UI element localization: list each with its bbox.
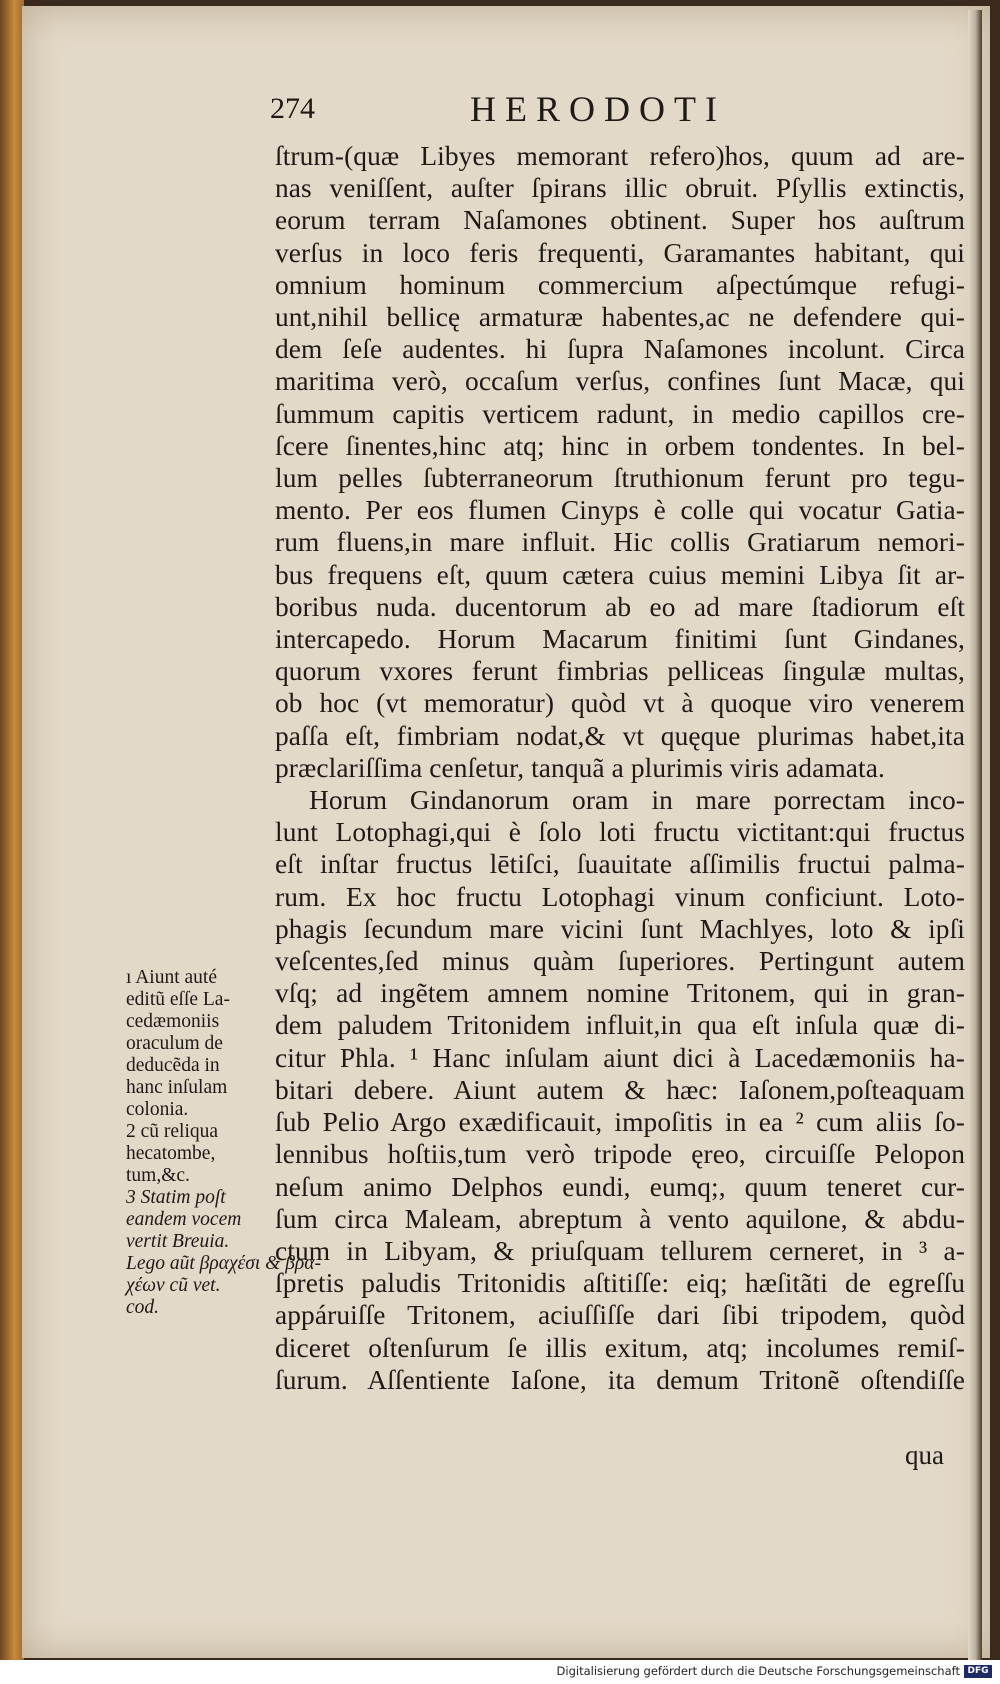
text-line: dem ſeſe audentes. hi ſupra Naſamones incolunt. Circa <box>275 334 965 365</box>
text-line: eſt inſtar fructus lētiſci, ſuauitate aſſimilis fructui palma- <box>275 849 965 880</box>
text-line: rum fluens,in mare influit. Hic collis Gratiarum nemori- <box>275 527 965 558</box>
margin-note-line: tum,&c. <box>126 1165 190 1186</box>
text-line: lennibus hoſtiis,tum verò tripode ęreo, circuiſſe Pelopon <box>275 1139 965 1170</box>
text-line: rum. Ex hoc fructu Lotophagi vinum conficiunt. Loto- <box>275 881 965 912</box>
text-line: mento. Per eos flumen Cinyps è colle qui vocatur Gatia- <box>275 495 965 526</box>
text-line: paſſa eſt, fimbriam nodat,& vt quęque plurimas habet,ita <box>275 720 965 751</box>
text-line: lunt Lotophagi,qui è ſolo loti fructu victitant:qui fructus <box>275 817 965 848</box>
margin-note-line: 3 Statim poſt <box>126 1187 226 1208</box>
text-line: maritima verò, occaſum verſus, confines ſunt Macæ, qui <box>275 366 965 397</box>
text-line: præclariſſima cenſetur, tanquã a plurimis viris adamata. <box>275 752 885 783</box>
text-line: bitari debere. Aiunt autem & hæc: Iaſonem,poſteaquam <box>275 1074 965 1105</box>
text-line: intercapedo. Horum Macarum finitimi ſunt Gindanes, <box>275 624 965 655</box>
text-line: nas veniſſent, auſter ſpirans illic obruit. Pſyllis extinctis, <box>275 173 965 204</box>
paragraph-1 <box>275 140 965 784</box>
text-line: ſummum capitis verticem radunt, in medio capillos cre- <box>275 398 965 429</box>
catchword: qua <box>905 1440 944 1470</box>
book-edge <box>0 0 24 1660</box>
margin-note-line: hanc inſulam <box>126 1077 228 1098</box>
page-gutter-shadow <box>968 10 982 1660</box>
text-line: neſum animo Delphos eundi, eumq;, quum teneret cur- <box>275 1171 965 1202</box>
text-line: eorum terram Naſamones obtinent. Super hos auſtrum <box>275 205 965 236</box>
text-line: citur Phla. ¹ Hanc inſulam aiunt dici à Lacedæmoniis ha- <box>275 1042 965 1073</box>
text-line: ſurum. Aſſentiente Iaſone, ita demum Tritonẽ oſtendiſſe <box>275 1364 965 1395</box>
text-line: veſcentes,ſed minus quàm ſuperiores. Pertingunt autem <box>275 946 965 977</box>
margin-note-line: hecatombe, <box>126 1143 216 1164</box>
text-line: quorum vxores ferunt fimbrias pelliceas ſingulæ multas, <box>275 656 965 687</box>
text-line: verſus in loco feris frequenti, Garamantes habitant, qui <box>275 237 965 268</box>
running-title: HERODOTI <box>470 89 726 129</box>
margin-note-line: ı Aiunt auté <box>126 967 217 988</box>
margin-note-line: colonia. <box>126 1099 189 1120</box>
paragraph-2 <box>275 784 965 1396</box>
margin-note-line: eandem vocem <box>126 1209 242 1230</box>
text-line: ſub Pelio Argo exædificauit, impoſitis in ea ² cum aliis ſo- <box>275 1107 965 1138</box>
page-number: 274 <box>270 92 315 125</box>
margin-note-line: 2 cũ reliqua <box>126 1121 219 1142</box>
text-line: phagis ſecundum mare vicini ſunt Machlyes, loto & ipſi <box>275 913 965 944</box>
text-line: lum pelles ſubterraneorum ſtruthionum ferunt pro tegu- <box>275 463 965 494</box>
text-line: dem paludem Tritonidem influit,in qua eſt inſula quæ di- <box>275 1010 965 1041</box>
text-line: appáruiſſe Tritonem, aciuſſiſſe dari ſibi tripodem, quòd <box>275 1300 965 1331</box>
text-line: bus frequens eſt, quum cætera cuius memini Libya ſit ar- <box>275 559 965 590</box>
margin-note-line: editũ eſſe La- <box>126 989 230 1010</box>
text-line: unt,nihil bellicę armaturæ habentes,ac ne defendere qui- <box>275 302 965 333</box>
text-line: Horum Gindanorum oram in mare porrectam inco- <box>309 785 965 816</box>
text-line: ctum in Libyam, & priuſquam tellurem cerneret, in ³ a- <box>275 1235 965 1266</box>
text-line: boribus nuda. ducentorum ab eo ad mare ſtadiorum eſt <box>275 591 965 622</box>
digitization-footer <box>0 1660 1000 1684</box>
margin-notes <box>126 967 321 1319</box>
text-line: ſpretis paludis Tritonidis aſtitiſſe: eiq; hæſitãti de egreſſu <box>275 1268 965 1299</box>
text-line: ſum circa Maleam, abreptum à vento aquilone, & abdu- <box>275 1203 965 1234</box>
margin-note-line: deducẽda in <box>126 1055 220 1076</box>
margin-note-line: cod. <box>126 1297 160 1318</box>
margin-note-line: Lego aũt βραχέσι & βρα- <box>126 1253 321 1274</box>
margin-note-line: cedæmoniis <box>126 1011 220 1032</box>
margin-note-line: oraculum de <box>126 1033 223 1054</box>
text-line: ob hoc (vt memoratur) quòd vt à quoque viro venerem <box>275 688 965 719</box>
text-line: ſcere ſinentes,hinc atq; hinc in orbem tondentes. In bel- <box>275 430 965 461</box>
footer-credit: Digitalisierung gefördert durch die Deutsche Forschungsgemeinschaft <box>556 1664 960 1678</box>
main-text <box>275 140 965 1396</box>
text-line: ſtrum-(quæ Libyes memorant refero)hos, quum ad are- <box>275 141 965 171</box>
text-line: diceret oſtenſurum ſe illis exitum, atq; incolumes remiſ- <box>275 1332 965 1363</box>
margin-note-line: χέων cũ vet. <box>126 1275 221 1296</box>
margin-note-line: vertit Breuia. <box>126 1231 230 1252</box>
dfg-logo: DFG <box>964 1665 992 1678</box>
text-line: vſq; ad ingẽtem amnem nomine Tritonem, qui in gran- <box>275 978 965 1009</box>
text-line: omnium hominum commercium aſpectúmque refugi- <box>275 269 965 300</box>
